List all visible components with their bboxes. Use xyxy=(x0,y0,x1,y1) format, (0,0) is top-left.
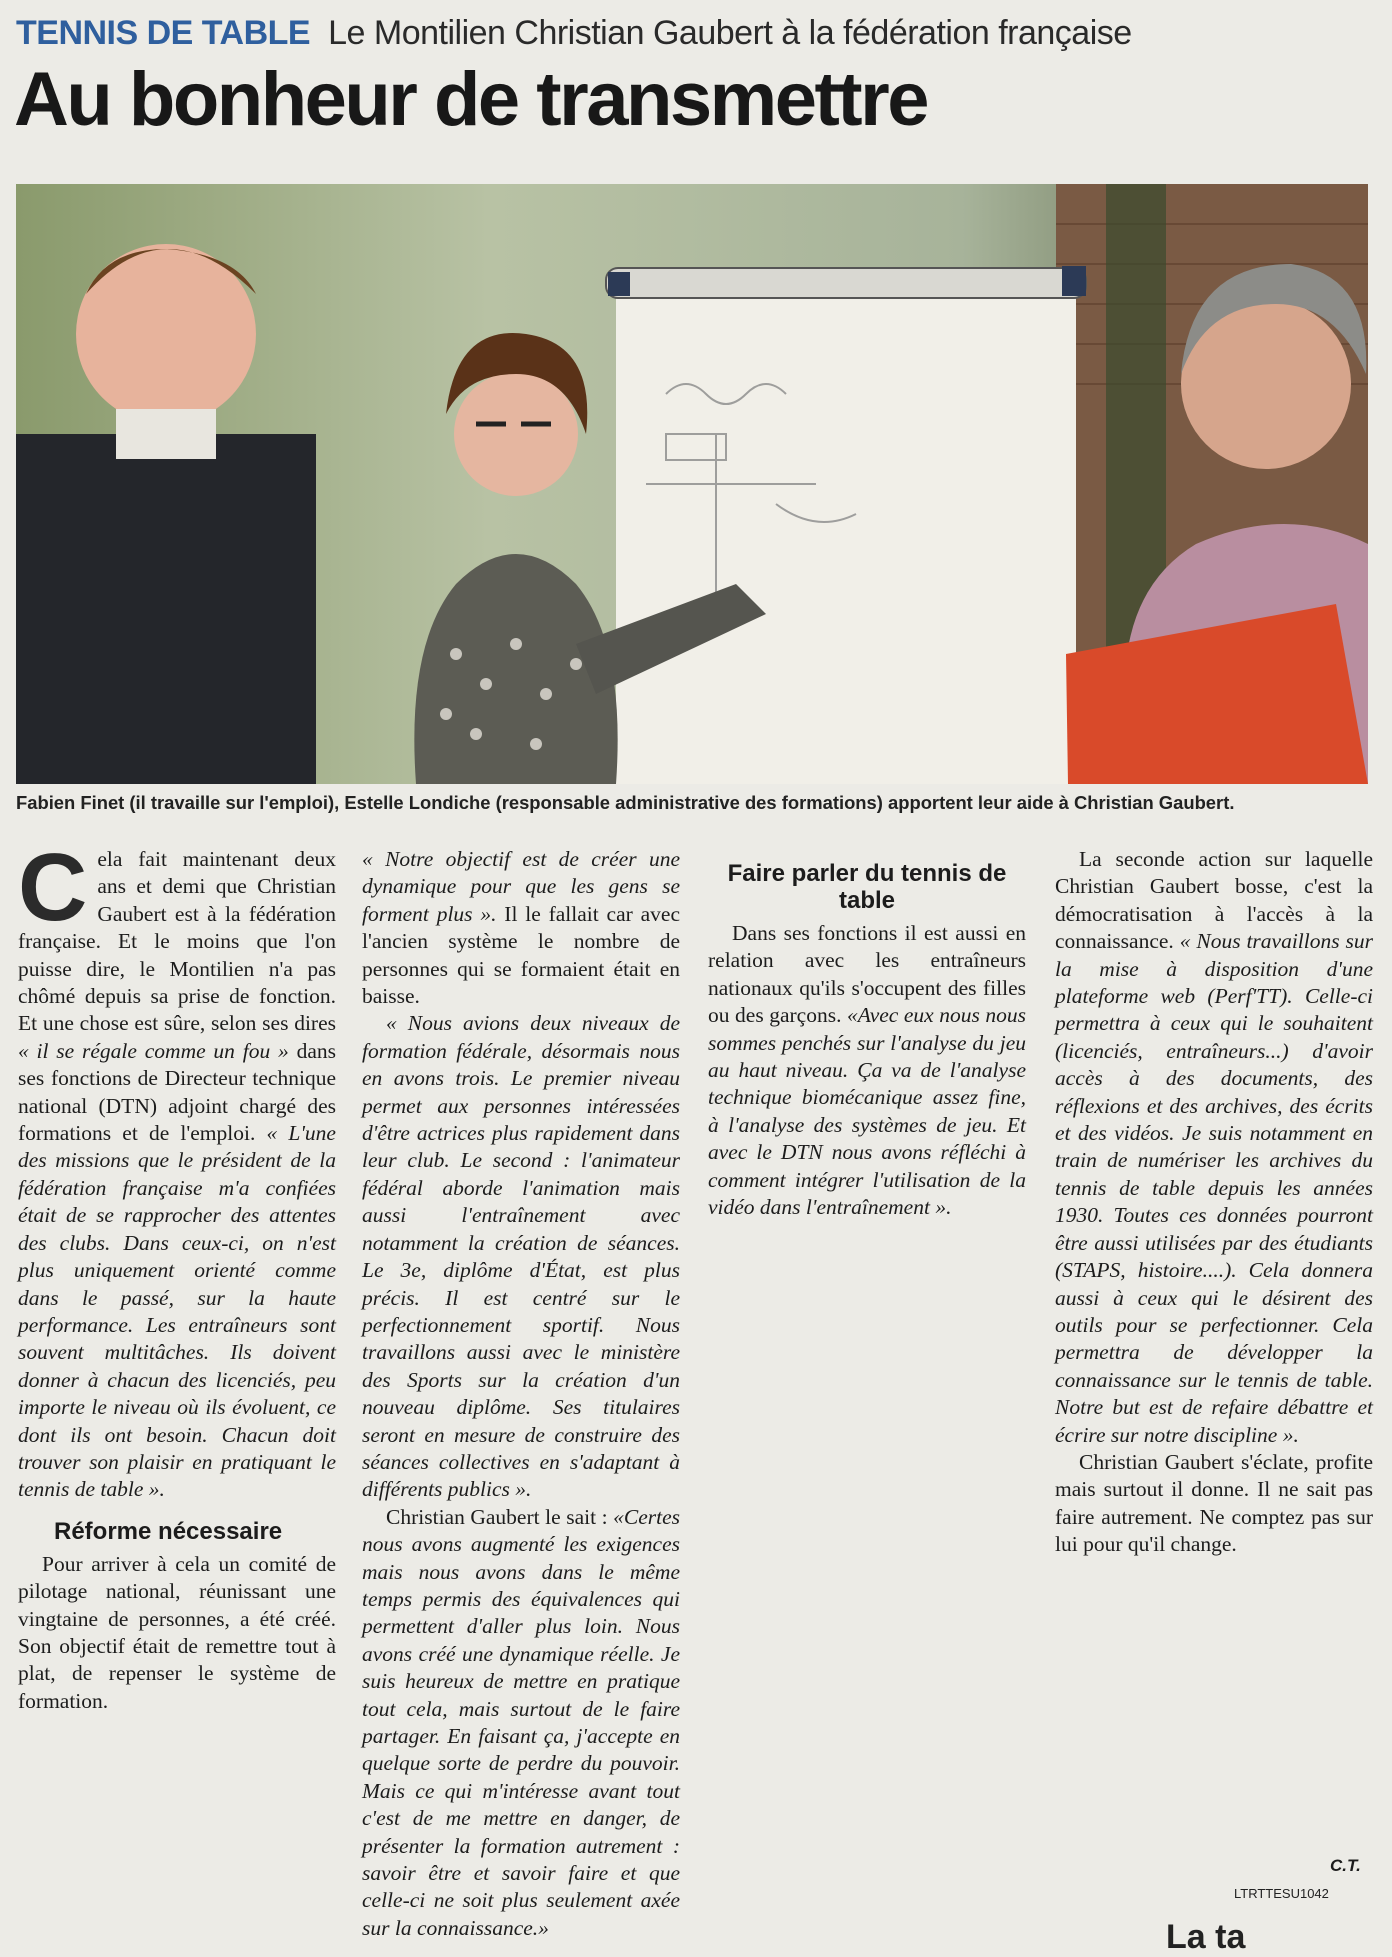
photo-illustration xyxy=(16,184,1368,784)
text-run: ela fait maintenant deux ans et demi que Christian Gaubert est à la fédération française. Et le moins que l'on puisse dire, le Montilien n'a pas chômé depuis sa prise de fonction. Et une chose est sûre, selon ses dires xyxy=(18,847,336,1036)
article-column-2 xyxy=(362,846,680,1942)
article-column-3 xyxy=(708,846,1026,1221)
text-run: Il le fallait car avec l'ancien système le nombre de personnes qui se formaient était en baisse. xyxy=(362,901,680,1009)
article-reference: LTRTTESU1042 xyxy=(1234,1886,1329,1901)
paragraph-conclusion: Christian Gaubert s'éclate, profite mais surtout il donne. Il ne sait pas faire autrement. Ne comptez pas sur lui pour qu'il change. xyxy=(1055,1449,1373,1557)
dropcap: C xyxy=(18,834,88,941)
paragraph-entraineurs xyxy=(708,920,1026,1221)
paragraph-intro xyxy=(18,834,336,1504)
quote-run: « Nous travaillons sur la mise à disposition d'une plateforme web (Perf'TT). Celle-ci permettra à ceux qui le souhaitent (licenciés, entraîneurs...) d'avoir accès à des documents, des réflexions et des archives, des écrits et des vidéos. Je suis notamment en train de numériser les archives du tennis de table depuis les années 1930. Toutes ces données pourront être aussi utilisées par des étudiants (STAPS, histoire....). Cela donnera aussi à ceux qui le désirent des outils pour se perfectionner. Cela permettra de développer la connaissance sur le tennis de table. Notre but est de refaire débattre et écrire sur notre discipline ». xyxy=(1055,929,1373,1447)
paragraph-niveaux: « Nous avions deux niveaux de formation fédérale, désormais nous en avons trois. Le premier niveau permet aux personnes intéressées d'être actrices plus rapidement dans leur club. Le second : l'animateur fédéral aborde l'animation mais aussi l'entraînement avec notamment la création de séances. Le 3e, diplôme d'État, est plus précis. Il est centré sur le perfectionnement sportif. Nous travaillons aussi avec le ministère des Sports sur la création d'un nouveau diplôme. Ses titulaires seront en mesure de construire des séances collectives en s'adaptant à différents publics ». xyxy=(362,1011,680,1502)
text-run: Pour arriver à cela un comité de pilotage national, réunissant une vingtaine de personnes, a été créé. Son objectif était de remettre tout à plat, de repenser le système de formation. xyxy=(18,1551,336,1713)
paragraph-objectif xyxy=(362,846,680,1010)
quote-run: « Notre objectif est de créer une dynamique pour que les gens se forment plus ». xyxy=(362,847,680,926)
text-run: Christian Gaubert le sait : xyxy=(386,1504,614,1529)
rubric-label: TENNIS DE TABLE xyxy=(16,14,311,52)
kicker-subtitle: Le Montilien Christian Gaubert à la fédération française xyxy=(328,14,1132,52)
text-run: dans ses fonctions de Directeur technique national (DTN) adjoint chargé des formations et de l'emploi. xyxy=(18,1038,336,1146)
author-signature: C.T. xyxy=(1330,1856,1361,1875)
photo-caption: Fabien Finet (il travaille sur l'emploi), Estelle Londiche (responsable administrative des formations) apportent leur aide à Christian Gaubert. xyxy=(16,792,1235,813)
kicker xyxy=(16,14,1132,53)
headline: Au bonheur de transmettre xyxy=(14,57,927,142)
article-photo xyxy=(16,184,1368,784)
paragraph-exigences xyxy=(362,1504,680,1943)
next-article-fragment: La ta xyxy=(1166,1918,1246,1956)
subhead-faire-parler: Faire parler du tennis de table xyxy=(727,860,1007,914)
article-column-4 xyxy=(1055,846,1373,1559)
quote-run: « L'une des missions que le président de la fédération française m'a confiées était de se rapprocher des attentes des clubs. Dans ceux-ci, on n'est plus uniquement orienté comme dans le passé, sur la haute performance. Les entraîneurs sont souvent multitâches. Ils doivent donner à chacun des licenciés, peu importe le niveau où ils évoluent, ce dont ils ont besoin. Chacun doit trouver son plaisir en pratiquant le tennis de table ». xyxy=(18,1121,336,1502)
text-run: Dans ses fonctions il est aussi en relation avec les entraîneurs nationaux qu'ils s'occupent des filles ou des garçons. xyxy=(708,921,1026,1028)
article-column-1 xyxy=(18,834,336,1715)
quote-run: «Avec eux nous nous sommes penchés sur l'analyse du jeu au haut niveau. Ça va de l'analyse technique biomécanique assez fine, à l'analyse des systèmes de jeu. Et avec le DTN nous avons réfléchi à comment intégrer l'utilisation de la vidéo dans l'entraînement ». xyxy=(708,1003,1026,1220)
subhead-reforme: Réforme nécessaire xyxy=(54,1517,283,1545)
paragraph-plateforme xyxy=(1055,846,1373,1449)
paragraph-comite xyxy=(18,1551,336,1715)
text-run: La seconde action sur laquelle Christian Gaubert bosse, c'est la démocratisation à l'accès à la connaissance. xyxy=(1055,847,1373,954)
quote-run: «Certes nous avons augmenté les exigences mais nous avons dans le même temps permis des équivalences qui permettent d'aller plus loin. Nous avons créé une dynamique réelle. Je suis heureux de mettre en pratique tout cela, mais surtout de le faire partager. En faisant ça, j'accepte en quelque sorte de perdre du pouvoir. Mais ce qui m'intéresse avant tout c'est de me mettre en danger, de présenter la formation autrement : savoir être et savoir faire et que celle-ci ne soit plus seulement axée sur la connaissance.» xyxy=(362,1504,680,1940)
quote-run: « il se régale comme un fou » xyxy=(18,1038,289,1063)
